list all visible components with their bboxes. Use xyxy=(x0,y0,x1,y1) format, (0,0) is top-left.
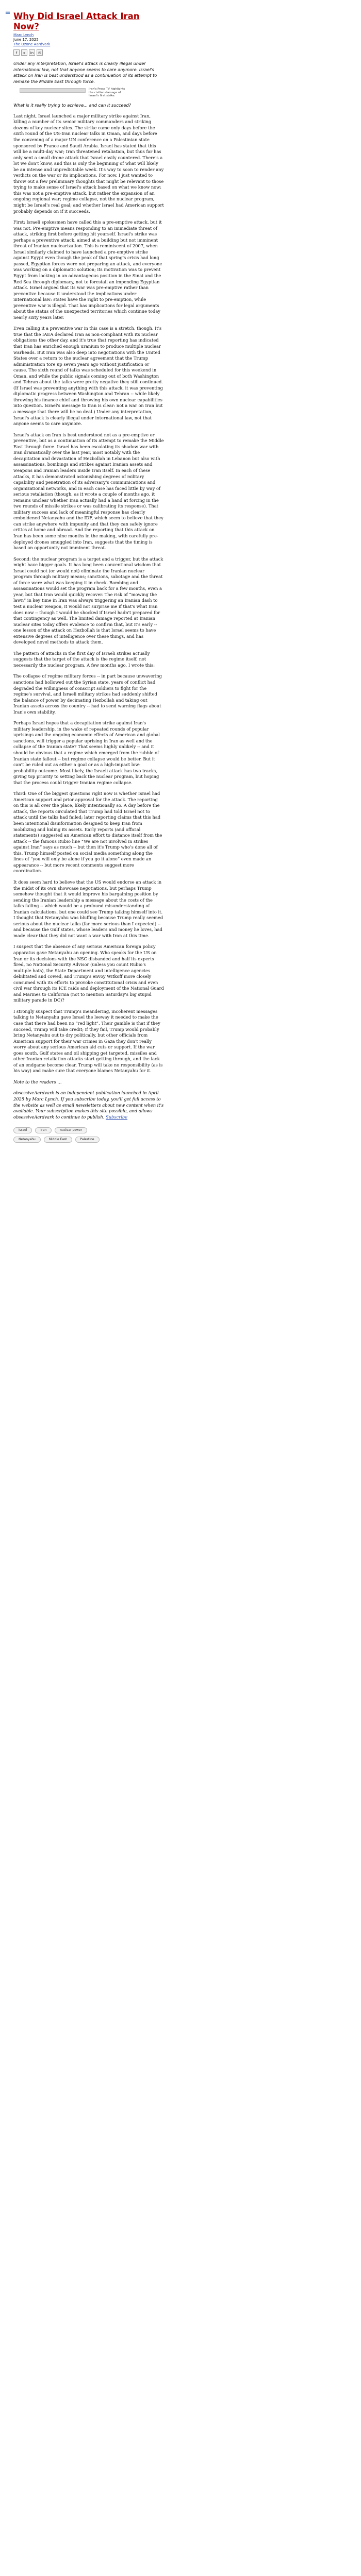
tag-iran[interactable]: Iran xyxy=(35,1127,52,1133)
newspaper-icon[interactable]: ≡ xyxy=(5,9,11,16)
author-link[interactable]: Marc Lynch xyxy=(13,33,34,37)
figure xyxy=(13,88,164,98)
figure-caption: Iran's Press TV highlights the civilian damage of Israel's first strike. xyxy=(89,88,125,98)
byline xyxy=(13,33,164,47)
paragraph: Even calling it a preventive war in this case is a stretch, though. It's true that the IAEA declared Iran as non-compliant with its nuclear obligations the other day, and it's true that reporting has indicated that Iran has enriched enough uranium to produce multiple nuclear warheads. But Iran was also deep into negotiations with the United States over a return to the nuclear agreement that the Trump administration tore up seven years ago without justification or cause. The sixth round of talks was scheduled for this weekend in Oman, and while the public signals coming out of both Washington and Tehran about the talks were pretty negative they still continued. (If Israel was preventing anything with this attack, it was preventing diplomatic progress between Washington and Tehran -- while likely throwing his finance chief and throwing his own nuclear capabilities into question. Israel's message to Iran is clear: not a war on Iran but a message that there will be no deal.) Under any interpretation, Israel's attack is clearly illegal under international law, not that anyone seems to care anymore. xyxy=(13,326,163,427)
tag-palestine[interactable]: Palestine xyxy=(75,1137,100,1143)
paragraph: Second: the nuclear program is a target and a trigger, but the attack might have bigger goals. It has long been conventional wisdom that Israel could not (or would not) eliminate the Iranian nuclear program through military means; sanctions, sabotage and the threat of force were what was keeping it in check. Bombing and assassinations would set the program back for a few months, even a year, but that Iran would quickly recover. The risk of “mowing the lawn” in key time in Iran was always triggering an Iranian dash to test a nuclear weapon, it would not surprise me if that's what Iran does now -- though I would be shocked if Israel hadn't prepared for that contingency as well. The limited damage reported at Iranian nuclear sites today offers evidence to confirm that, but it's early -- one lesson of the attack on Hezbollah is that Israel seems to have extensive degrees of intelligence over these things, and has developed novel methods to attack them. xyxy=(13,556,163,645)
note-to-readers xyxy=(13,1090,164,1120)
paragraph: Last night, Israel launched a major military strike against Iran, killing a number of its senior military commanders and striking dozens of key nuclear sites. The strike came only days before the sixth round of the US-Iran nuclear talks in Oman, and days before the convening of a major UN conference on a Palestinian state sponsored by France and Saudi Arabia. Israel has stated that this will be a multi-day war; Iran threatened retaliation, but thus far has only sent a small drone attack that Israel easily countered. There's a lot we don't know, and this is only the beginning of what will likely be an intense and unpredictable week. It's way to soon to render any verdicts on the war or its implications. For now, I just wanted to throw out a few preliminary thoughts that might be relevant to those trying to make sense of Israel's attack based on what we know now: this was not a pre-emptive attack, but rather the expansion of an ongoing regional war; regime collapse, not the nuclear program, might be Israel's real goal; and whether Israel had American support probably depends on if it succeeds. xyxy=(13,113,164,214)
tag-netanyahu[interactable]: Netanyahu xyxy=(13,1137,41,1143)
article-question: What is it really trying to achieve... and can it succeed? xyxy=(13,102,132,108)
linkedin-share-icon[interactable]: in xyxy=(29,49,35,56)
paragraph: Third: One of the biggest questions right now is whether Israel had American support and prior approval for the attack. The reporting on this is all over the place, likely intentionally so. A day before the attack, the reports circulated that Trump had told Israel not to attack until the talks had failed; later reporting claims that this had been intentional disinformation designed to keep Iran from mobilizing and hiding its assets. Early reports (and official statements) suggested an American effort to distance itself from the attack -- the famous Rubio line “We are not involved in strikes against Iran” says as much -- but then it's Trump who’s done all of this. Trump himself posted on social media something along the lines of “you will only be alone if you go it alone” even made an appearance -- but more recent comments suggest more coordination. xyxy=(13,791,162,874)
tag-nuclear-power[interactable]: nuclear power xyxy=(55,1127,87,1133)
email-share-icon[interactable]: ✉ xyxy=(37,49,43,56)
source-link[interactable]: The Ozone Aardvark xyxy=(13,42,51,46)
note-subscribe-link[interactable]: Subscribe xyxy=(106,1114,128,1120)
paragraph: It does seem hard to believe that the US would endorse an attack in the midst of its own showcase negotiations, but perhaps Trump somehow thought that it would improve his bargaining position by sending the Iranian leadership a message about the costs of the talks failing -- which would be a profound misunderstanding of Iranian calculations, but one could see Trump talking himself into it. I thought that Netanyahu was bluffing because Trump really seemed serious about the nuclear talks (far more serious than I expected) -- and because the Gulf states, whose leaders and money he loves, had made clear that they did not want a war with Iran at this time. xyxy=(13,879,163,938)
article-title[interactable]: Why Did Israel Attack Iran Now? xyxy=(13,11,140,31)
paragraph: Israel's attack on Iran is best understood not as a pre-emptive or preventive, but as a continuation of its attempt to remake the Middle East through force. Israel has been escalating its shadow war with Iran dramatically over the last year, most notably with the decapitation and devastation of Hezbollah in Lebanon but also with assassinations, bombings and strikes against Iranian assets and weapons and Iranian leaders inside Iran itself. In each of these attacks, it has demonstrated astonishing degrees of military capability and penetration of its adversary's communications and organizational networks, and in each case has faced little by way of serious retaliation (though, as it wrote a couple of months ago, it remains unclear whether Iran actually had a hand at forcing in the two rounds of missile strikes or was calibrating its response). That military success and lack of meaningful response has clearly emboldened Netanyahu and the IDF, which seem to believe that they can strike anywhere with impunity and that they can safely ignore critics at home and abroad. And the reporting that this attack on Iran has been some nine months in the making, with carefully pre-deployed drones smuggled into Iran, suggests that the timing is based on opportunity not imminent threat. xyxy=(13,432,164,551)
tag-list-row-2 xyxy=(13,1137,164,1143)
facebook-share-icon[interactable]: f xyxy=(13,49,20,56)
paragraph: Perhaps Israel hopes that a decapitation strike against Iran's military leadership, in the wake of repeated rounds of popular uprisings and the ongoing economic effects of American and global sanctions, will trigger a popular uprising in Iran as well and the collapse of the Iranian state? That seems highly unlikely -- and it should be obvious that a regime which emerged from the rubble of Iranian state fallout -- but regime collapse would be better. But it can't be ruled out as either a goal or as a high-impact low-probability outcome. Most likely, the Israeli attack has two tracks, giving top priority to setting back the nuclear program, but hoping that the process could trigger Iranian regime collapse. xyxy=(13,720,160,785)
paragraph: First: Israeli spokesmen have called this a pre-emptive attack, but it was not. Pre-emptive means responding to an immediate threat of attack, striking first before getting hit yourself. Israel's strike was perhaps a preventive attack, aimed at a building but not imminent threat of Iranian nuclearization. This is reminiscent of 2007, when Israel similarly claimed to have launched a pre-emptive strike against Egypt even though the peak of that spring's crisis had long passed, Egyptian forces were not preparing an attack, and everyone was working on a diplomatic solution; its motivation was to prevent Egypt from locking in an advantageous position in the Sinai and the Red Sea through diplomacy, not to forestall an impending Egyptian attack. Israel argued that its war was pre-emptive rather than preventive because it understood the implications under international law: states have the right to pre-emption, while preventive war is illegal. That has implications for legal arguments about the status of the unexpected territories which continue today nearly sixty years later. xyxy=(13,219,162,320)
tag-middle-east[interactable]: Middle East xyxy=(44,1137,72,1143)
publish-date: June 17, 2025 xyxy=(13,38,39,42)
note-body: obsessiveAardvark is an independent publication launched in April 2025 by Marc Lynch. If you subscribe today, you'll get full access to the website as well as email newsletters about new content when it's available. Your subscription makes this site possible, and allows obsessiveAardvark to continue to publish. xyxy=(13,1090,164,1120)
article xyxy=(13,11,164,1143)
paragraph: I strongly suspect that Trump's meandering, incoherent messages talking to Netanyahu gave Israel the leeway it needed to make the case that there had been no “red light”. Their gamble is that if they succeed, Trump will take credit; if they fail, Trump would probably bring Netanyahu out to dry politically, but other officials from American support for their war crimes in Gaza they don't really worry about any serious American aid cuts or support. If the war goes south, Gulf states and oil shipping get targeted, missiles and other Iranian retaliation attacks start getting through, and the lack of an endgame become clear, Trump will take no responsibility (as is his way) and make sure that everyone blames Netanyahu for it. xyxy=(13,1008,163,1074)
x-share-icon[interactable]: x xyxy=(21,49,27,56)
article-dek: Under any interpretation, Israel's attack is clearly illegal under international law, not that anyone seems to care anymore. Israel's attack on Iran is best understood as a continuation of its attempt to remake the Middle East through force. xyxy=(13,61,157,84)
paragraph: The collapse of regime military forces -- in part because unwavering sanctions had hollowed out the Syrian state, years of conflict had degraded the willingness of conscript soldiers to fight for the regime's survival, and Israeli military strikes had suddenly shifted the balance of power by decimating Hezbollah and taking out Iranian assets across the country -- had to send warning flags about Iran's own stability. xyxy=(13,673,162,715)
paragraph: I suspect that the absence of any serious American foreign policy apparatus gave Netanyahu an opening. Who speaks for the US on Iran or its decisions with the NSC disbanded and half its experts fired, no National Security Advisor (unless you count Rubio's multiple hats), the State Department and intelligence agencies debilitated and cowed, and Trump's envoy Witkoff more closely consumed with its efforts to provoke constitutional crisis and even civil war through its ICE raids and deployment of the National Guard and Marines to California (not to mention Saturday's big stupid military parade in DC)? xyxy=(13,944,164,1003)
tag-israel[interactable]: Israel xyxy=(13,1127,32,1133)
note-to-readers-lead: Note to the readers … xyxy=(13,1079,62,1084)
paragraph: The pattern of attacks in the first day of Israeli strikes actually suggests that the target of the attack is the regime itself, not necessarily the nuclear program. A few months ago, I wrote this: xyxy=(13,650,155,668)
tag-list xyxy=(13,1127,164,1133)
article-image xyxy=(20,88,86,93)
share-buttons xyxy=(13,49,164,56)
